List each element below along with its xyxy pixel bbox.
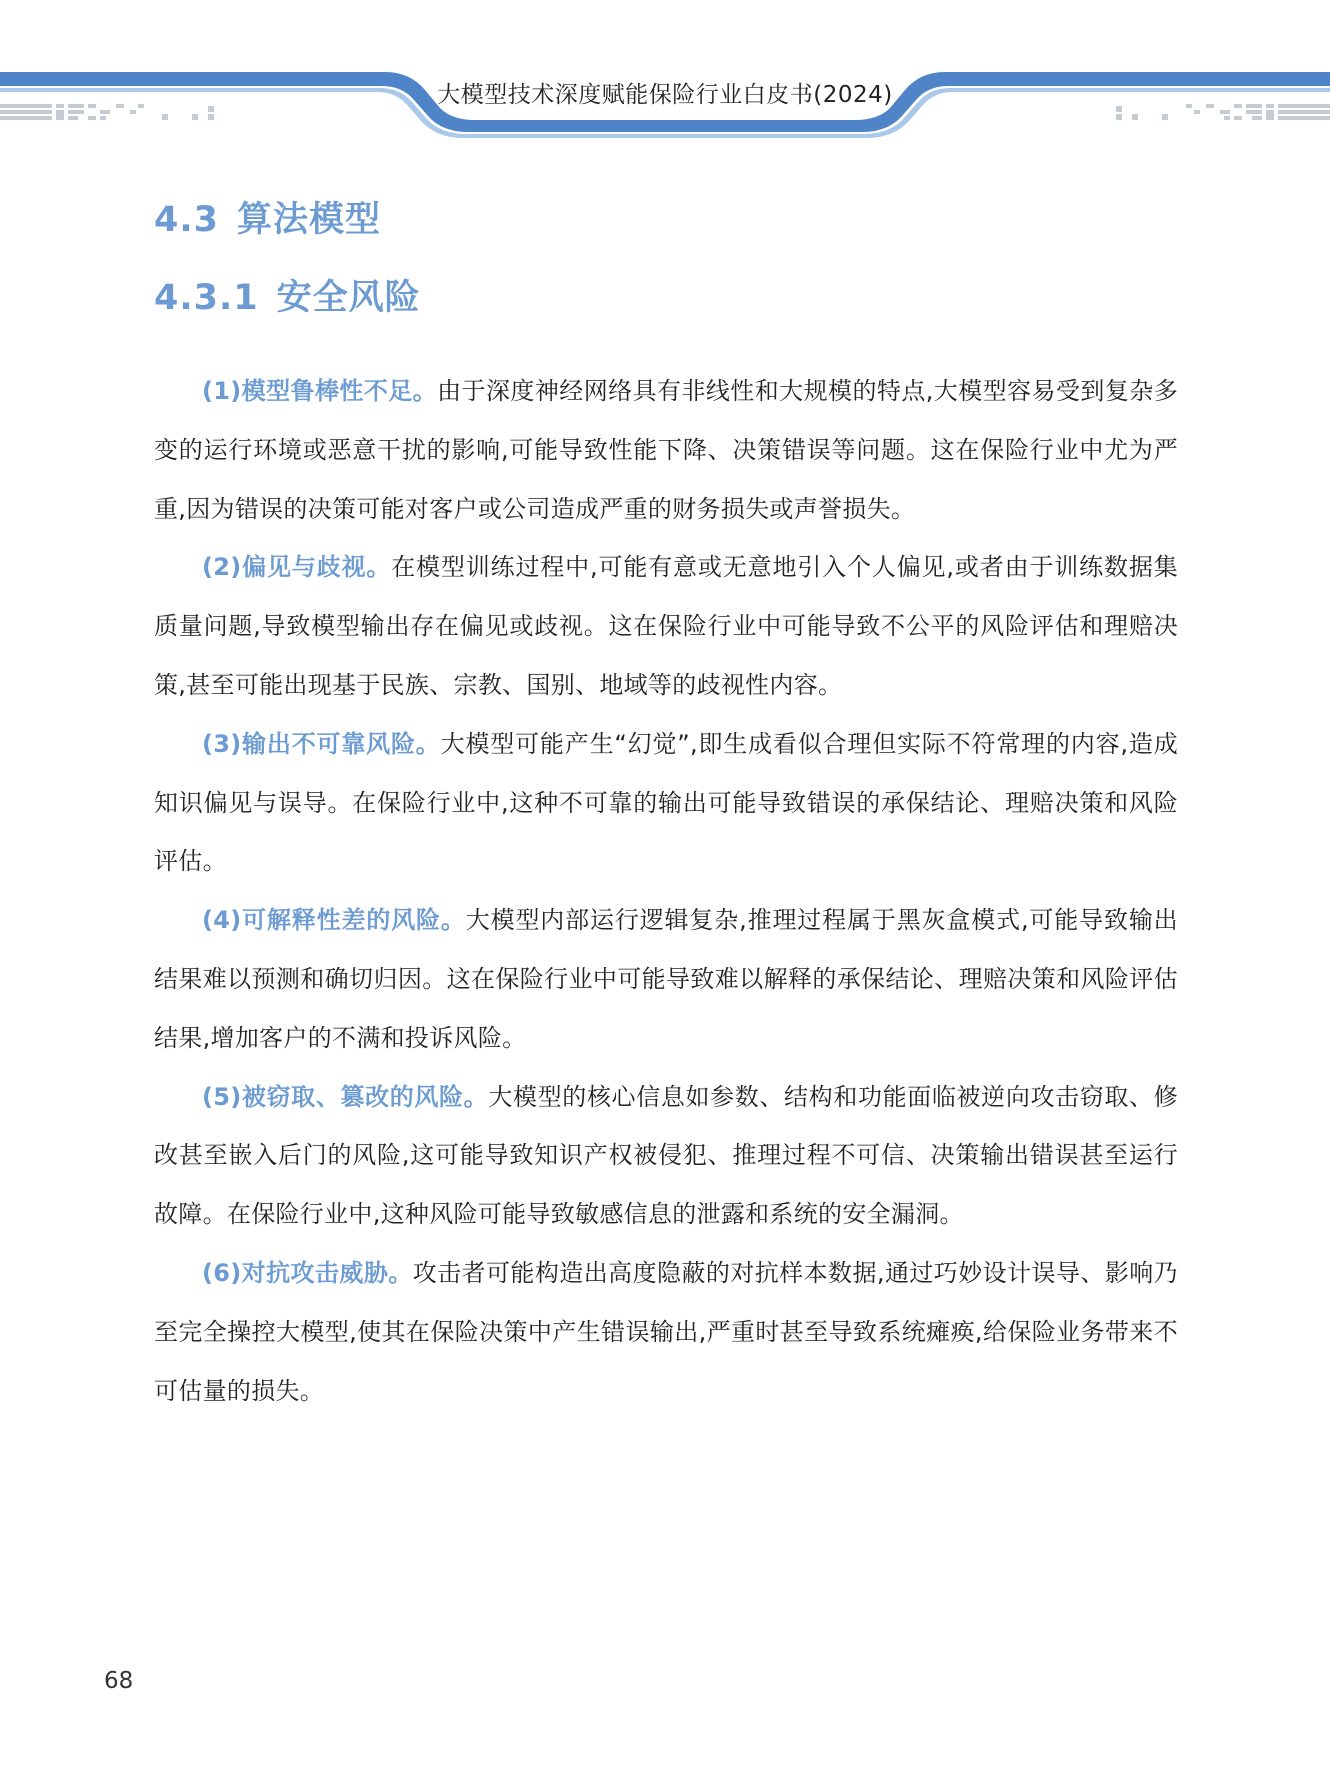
paragraph-text: 在模型训练过程中,可能有意或无意地引入个人偏见,或者由于训练数据集质量问题,导致模型输出存在偏见或歧视。这在保险行业中可能导致不公平的风险评估和理赔决策,甚至可能出现基于民族、宗教、国别、地域等的歧视性内容。 — [154, 553, 1178, 699]
paragraph-lead: (1)模型鲁棒性不足。 — [202, 377, 438, 405]
paragraph-text: 大模型的核心信息如参数、结构和功能面临被逆向攻击窃取、修改甚至嵌入后门的风险,这可能导致知识产权被侵犯、推理过程不可信、决策输出错误甚至运行故障。在保险行业中,这种风险可能导致敏感信息的泄露和系统的安全漏洞。 — [154, 1082, 1178, 1229]
header-title: 大模型技术深度赋能保险行业白皮书(2024) — [437, 82, 893, 108]
paragraph-adversarial-attack — [154, 1244, 1178, 1420]
paragraph-unreliable-output — [154, 715, 1178, 891]
page-number: 68 — [104, 1668, 134, 1694]
paragraph-text: 大模型内部运行逻辑复杂,推理过程属于黑灰盒模式,可能导致输出结果难以预测和确切归因。这在保险行业中可能导致难以解释的承保结论、理赔决策和风险评估结果,增加客户的不满和投诉风险。 — [154, 906, 1178, 1052]
section-title: 算法模型 — [237, 200, 382, 240]
paragraph-lead: (2)偏见与歧视。 — [202, 553, 392, 582]
subsection-heading — [154, 268, 1178, 328]
paragraph-text: 大模型可能产生“幻觉”,即生成看似合理但实际不符常理的内容,造成知识偏见与误导。在保险行业中,这种不可靠的输出可能导致错误的承保结论、理赔决策和风险评估。 — [154, 729, 1179, 876]
page-content — [154, 190, 1178, 1420]
paragraph-lead: (3)输出不可靠风险。 — [202, 729, 441, 758]
paragraph-lead: (5)被窃取、篡改的风险。 — [202, 1082, 489, 1111]
section-number: 4.3 — [154, 200, 220, 240]
section-heading — [154, 190, 1178, 250]
body-paragraphs — [154, 362, 1178, 1420]
paragraph-explainability — [154, 891, 1178, 1067]
paragraph-text: 由于深度神经网络具有非线性和大规模的特点,大模型容易受到复杂多变的运行环境或恶意干扰的影响,可能导致性能下降、决策错误等问题。这在保险行业中尤为严重,因为错误的决策可能对客户或公司造成严重的财务损失或声誉损失。 — [154, 377, 1178, 523]
header-band-decoration — [0, 0, 1330, 140]
paragraph-text: 攻击者可能构造出高度隐蔽的对抗样本数据,通过巧妙设计误导、影响乃至完全操控大模型,使其在保险决策中产生错误输出,严重时甚至导致系统瘫痪,给保险业务带来不可估量的损失。 — [154, 1258, 1178, 1405]
subsection-number: 4.3.1 — [154, 278, 259, 318]
subsection-title: 安全风险 — [276, 278, 421, 318]
paragraph-lead: (6)对抗攻击威胁。 — [202, 1258, 413, 1287]
paragraph-theft-tampering — [154, 1068, 1178, 1244]
paragraph-robustness — [154, 362, 1178, 538]
paragraph-lead: (4)可解释性差的风险。 — [202, 906, 466, 935]
paragraph-bias — [154, 538, 1178, 714]
page-header — [0, 0, 1330, 140]
